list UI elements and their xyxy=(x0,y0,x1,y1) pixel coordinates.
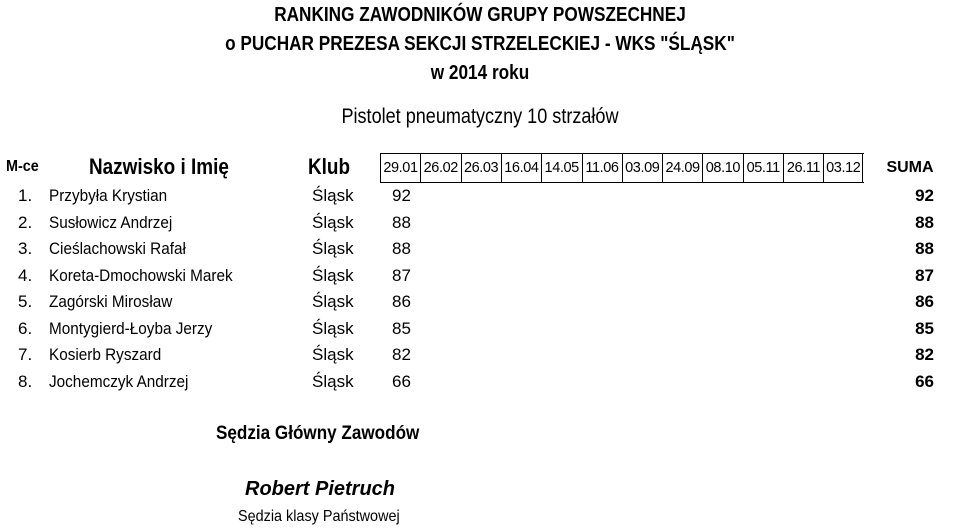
rank-cell: 7. xyxy=(18,345,33,364)
rank-cell: 4. xyxy=(18,265,33,285)
title-line-1: RANKING ZAWODNIKÓW GRUPY POWSZECHNEJ xyxy=(274,4,686,26)
table-row xyxy=(0,262,960,289)
name-cell: Cieślachowski Rafał xyxy=(49,239,186,258)
date-header-cell: 26.02 xyxy=(420,154,460,182)
sum-cell: 87 xyxy=(915,265,934,285)
judge-class: Sędzia klasy Państwowej xyxy=(238,508,400,525)
sum-cell: 85 xyxy=(915,318,934,338)
sum-cell: 88 xyxy=(915,212,934,232)
club-cell: Śląsk xyxy=(312,371,354,391)
name-cell: Montygierd-Łoyba Jerzy xyxy=(49,318,213,338)
club-cell: Śląsk xyxy=(312,239,354,258)
table-row xyxy=(0,288,960,315)
date-header-cell: 11.06 xyxy=(582,154,622,182)
date-header-cells xyxy=(380,153,864,183)
name-cell: Koreta-Dmochowski Marek xyxy=(49,265,233,285)
column-header-club: Klub xyxy=(308,154,351,179)
column-header-name: Nazwisko i Imię xyxy=(89,154,229,179)
score-cell: 66 xyxy=(392,371,411,391)
column-header-sum: SUMA xyxy=(886,159,934,176)
date-header-cell: 03.09 xyxy=(622,154,662,182)
sum-cell: 86 xyxy=(915,292,934,311)
rank-cell: 3. xyxy=(18,239,33,258)
table-row xyxy=(0,368,960,395)
name-cell: Susłowicz Andrzej xyxy=(49,212,173,232)
judge-title: Sędzia Główny Zawodów xyxy=(216,423,420,444)
table-row xyxy=(0,235,960,262)
date-header-cell: 03.12 xyxy=(823,154,863,182)
date-header-cell: 05.11 xyxy=(743,154,783,182)
date-header-cell: 24.09 xyxy=(662,154,702,182)
score-cell: 88 xyxy=(392,212,411,232)
club-cell: Śląsk xyxy=(312,345,354,364)
rank-cell: 6. xyxy=(18,318,33,338)
table-row xyxy=(0,341,960,368)
sum-cell: 66 xyxy=(915,371,934,391)
name-cell: Zagórski Mirosław xyxy=(49,292,173,311)
score-cell: 92 xyxy=(392,186,411,205)
title-line-2: o PUCHAR PREZESA SEKCJI STRZELECKIEJ - WKS "ŚLĄSK" xyxy=(225,33,735,55)
club-cell: Śląsk xyxy=(312,212,354,232)
date-header-cell: 26.03 xyxy=(461,154,501,182)
club-cell: Śląsk xyxy=(312,292,354,311)
score-cell: 82 xyxy=(392,345,411,364)
date-header-cell: 16.04 xyxy=(501,154,541,182)
date-header-cell: 26.11 xyxy=(783,154,823,182)
column-header-rank: M-ce xyxy=(6,158,39,175)
rank-cell: 8. xyxy=(18,371,33,391)
competition-subtitle: Pistolet pneumatyczny 10 strzałów xyxy=(341,105,619,128)
sum-cell: 92 xyxy=(915,186,934,205)
date-header-cell: 08.10 xyxy=(702,154,742,182)
sum-cell: 88 xyxy=(915,239,934,258)
score-cell: 85 xyxy=(392,318,411,338)
table-row xyxy=(0,182,960,209)
club-cell: Śląsk xyxy=(312,265,354,285)
rank-cell: 1. xyxy=(18,186,33,205)
rank-cell: 5. xyxy=(18,292,33,311)
score-cell: 87 xyxy=(392,265,411,285)
score-cell: 88 xyxy=(392,239,411,258)
name-cell: Jochemczyk Andrzej xyxy=(49,371,189,391)
date-header-cell: 29.01 xyxy=(380,154,420,182)
sum-cell: 82 xyxy=(915,345,934,364)
table-row xyxy=(0,209,960,236)
score-cell: 86 xyxy=(392,292,411,311)
rank-cell: 2. xyxy=(18,212,33,232)
name-cell: Kosierb Ryszard xyxy=(49,345,162,364)
name-cell: Przybyła Krystian xyxy=(49,186,168,205)
date-header-cell: 14.05 xyxy=(541,154,581,182)
judge-name: Robert Pietruch xyxy=(245,478,396,500)
title-line-3: w 2014 roku xyxy=(430,62,530,84)
club-cell: Śląsk xyxy=(312,186,354,205)
table-row xyxy=(0,315,960,342)
club-cell: Śląsk xyxy=(312,318,354,338)
